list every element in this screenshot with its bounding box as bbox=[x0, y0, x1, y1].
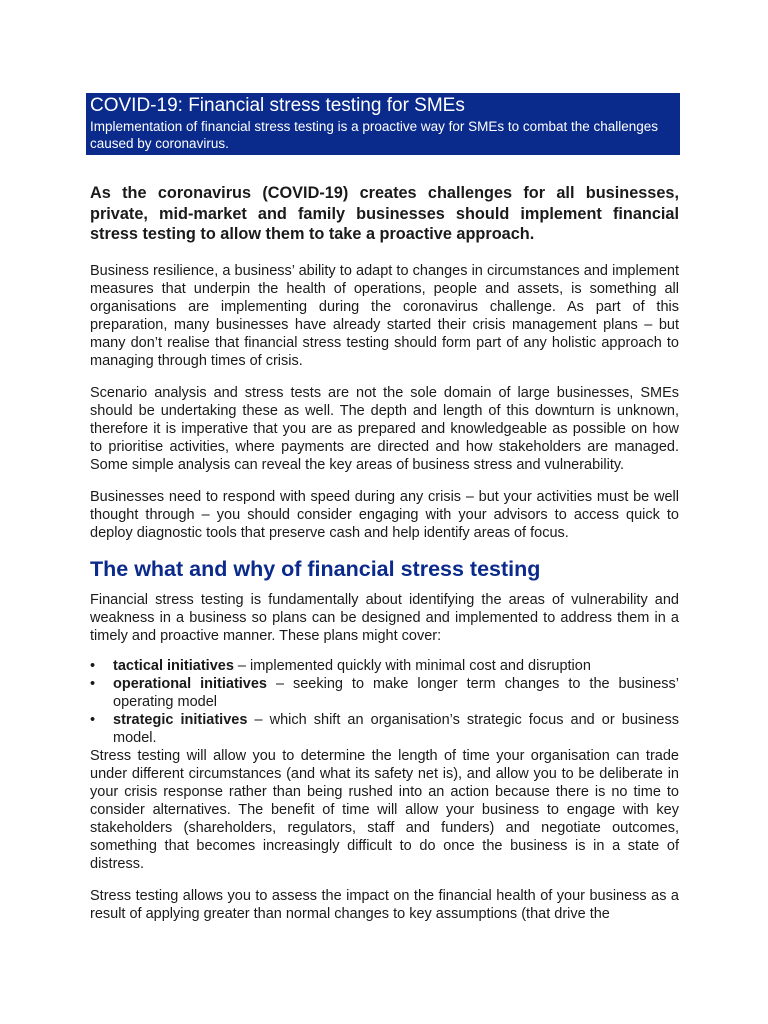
list-item bbox=[90, 711, 679, 747]
list-item-text: – which shift an organisation’s strategic focus and or business model. bbox=[113, 711, 679, 746]
bullet-marker: • bbox=[90, 675, 96, 692]
header-banner bbox=[86, 93, 680, 155]
body-paragraph: Stress testing allows you to assess the impact on the financial health of your business as a result of applying greater than normal changes to key assumptions (that drive the bbox=[90, 887, 679, 922]
body-paragraph: Stress testing will allow you to determine the length of time your organisation can trade under different circumstances (and what its safety net is), and allow you to be deliberate in your crisis response rather than being rushed into an action because there is no time to consider alternatives. The benefit of time will allow your business to engage with key stakeholders (shareholders, regulators, staff and funders) and negotiate outcomes, something that becomes increasingly difficult to do once the business is in a state of distress. bbox=[90, 747, 679, 872]
list-item-text: – seeking to make longer term changes to the business’ operating model bbox=[113, 675, 679, 710]
document-subtitle: Implementation of financial stress testing is a proactive way for SMEs to combat the challenges caused by coronavirus. bbox=[90, 119, 659, 151]
body-paragraph: Businesses need to respond with speed during any crisis – but your activities must be well thought through – you should consider engaging with your advisors to access quick to deploy diagnostic tools that preserve cash and help identify areas of focus. bbox=[90, 488, 679, 541]
section-heading: The what and why of financial stress testing bbox=[90, 556, 541, 581]
list-item-term: strategic initiatives bbox=[113, 711, 248, 728]
list-item bbox=[90, 657, 679, 675]
list-item-term: operational initiatives bbox=[113, 675, 267, 692]
list-item-term: tactical initiatives bbox=[113, 657, 234, 674]
bullet-marker: • bbox=[90, 657, 96, 674]
body-paragraph: Business resilience, a business’ ability to adapt to changes in circumstances and implement measures that underpin the health of operations, people and assets, is something all organisations are implementing during the coronavirus challenge. As part of this preparation, many businesses have already started their crisis management plans – but many don’t realise that financial stress testing should form part of any holistic approach to managing through times of crisis. bbox=[90, 262, 679, 369]
document-title: COVID-19: Financial stress testing for SMEs bbox=[90, 95, 465, 116]
section-intro-paragraph: Financial stress testing is fundamentally about identifying the areas of vulnerability and weakness in a business so plans can be designed and implemented to address them in a timely and proactive manner. These plans might cover: bbox=[90, 591, 679, 644]
body-paragraph: Scenario analysis and stress tests are not the sole domain of large businesses, SMEs should be undertaking these as well. The depth and length of this downturn is unknown, therefore it is imperative that you are as prepared and knowledgeable as possible on how to prioritise activities, where payments are directed and how stakeholders are managed. Some simple analysis can reveal the key areas of business stress and vulnerability. bbox=[90, 384, 679, 473]
list-item bbox=[90, 675, 679, 711]
article-body bbox=[90, 183, 679, 937]
list-item-text: – implemented quickly with minimal cost and disruption bbox=[233, 657, 591, 674]
lead-paragraph: As the coronavirus (COVID-19) creates challenges for all businesses, private, mid-market and family businesses should implement financial stress testing to allow them to take a proactive approach. bbox=[90, 184, 679, 243]
initiatives-list bbox=[90, 657, 679, 747]
bullet-marker: • bbox=[90, 711, 96, 728]
